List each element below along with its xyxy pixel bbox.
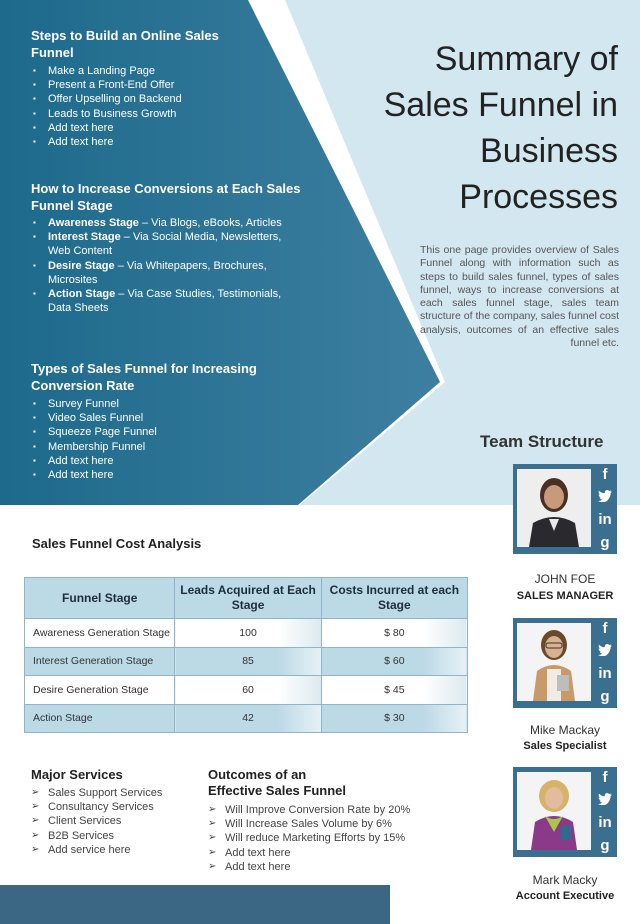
member-role-2: Sales Specialist	[523, 740, 607, 752]
stage-detail: – Via Whitepapers, Brochures, Microsites	[48, 259, 267, 286]
square-bullet-icon: ▪	[33, 80, 36, 90]
facebook-icon[interactable]: f	[602, 466, 608, 484]
facebook-icon[interactable]: f	[602, 620, 608, 638]
list-item-text: Add text here	[225, 846, 291, 859]
table-row	[25, 619, 468, 648]
arrow-bullet-icon: ➢	[31, 829, 40, 841]
cost-cell: $ 80	[321, 619, 467, 648]
list-item	[31, 440, 251, 454]
square-bullet-icon: ▪	[33, 427, 36, 437]
list-item	[31, 216, 291, 230]
list-item-text: B2B Services	[48, 829, 115, 842]
list-item-text: Add text here	[48, 469, 114, 482]
google-icon[interactable]: g	[600, 836, 610, 854]
list-item	[31, 829, 201, 843]
square-bullet-icon: ▪	[33, 399, 36, 408]
leads-cell: 42	[175, 704, 321, 733]
square-bullet-icon: ▪	[33, 455, 36, 465]
member-name-3: Mark Macky	[532, 873, 598, 887]
list-item-text: Offer Upselling on Backend	[48, 93, 182, 106]
list-item	[208, 846, 448, 860]
member-role-1: SALES MANAGER	[516, 590, 614, 602]
list-item-text: Consultancy Services	[48, 801, 154, 814]
list-item	[31, 800, 201, 814]
list-item	[31, 397, 251, 411]
leads-cell: 60	[175, 676, 321, 705]
list-item	[31, 64, 251, 78]
leads-cell: 100	[175, 619, 321, 648]
stage-cell: Awareness Generation Stage	[25, 619, 175, 648]
linkedin-icon[interactable]: in	[598, 814, 612, 832]
list-item	[31, 468, 251, 482]
social-links	[593, 618, 617, 708]
stage-cell: Action Stage	[25, 704, 175, 733]
stage-detail: – Via Case Studies, Testimonials, Data Sheets	[48, 288, 282, 315]
list-item-text: Add text here	[225, 860, 291, 873]
list-item-text: Survey Funnel	[48, 398, 119, 410]
square-bullet-icon: ▪	[33, 260, 36, 270]
list-item-text: Add service here	[48, 843, 131, 856]
stage-cell: Desire Generation Stage	[25, 676, 175, 705]
stage-name: Interest Stage	[48, 231, 121, 244]
square-bullet-icon: ▪	[33, 108, 36, 118]
member-role-3: Account Executive	[515, 890, 615, 902]
square-bullet-icon: ▪	[33, 137, 36, 147]
list-item-text: Video Sales Funnel	[48, 412, 144, 425]
square-bullet-icon: ▪	[33, 232, 36, 242]
list-item	[31, 107, 251, 121]
column-header: Costs Incurred at each Stage	[321, 578, 467, 619]
list-item	[31, 287, 291, 315]
outcomes-title-line2: Effective Sales Funnel	[208, 783, 346, 798]
steps-list	[31, 64, 251, 149]
list-item	[31, 454, 251, 468]
outcomes-title-line1: Outcomes of an	[208, 767, 307, 782]
major-services-list	[31, 786, 201, 857]
list-item	[208, 817, 448, 831]
member-photo-2	[517, 623, 591, 701]
square-bullet-icon: ▪	[33, 66, 36, 75]
google-icon[interactable]: g	[600, 533, 610, 551]
stage-detail: – Via Social Media, Newsletters, Web Content	[48, 231, 282, 258]
intro-paragraph: This one page provides overview of Sales Funnel along with information such as steps to build sales funnel, types of sales funnel, ways to increase conversions at each sales funnel stage, sales team structure of the company, sales funnel cost analysis, outcomes of an effective sales funnel etc.	[420, 244, 619, 350]
list-item-text: Add text here	[48, 454, 114, 467]
arrow-bullet-icon: ➢	[208, 846, 217, 858]
cost-analysis-table	[24, 577, 468, 733]
types-title: Types of Sales Funnel for Increasing Conversion Rate	[31, 361, 257, 393]
cost-cell: $ 45	[321, 676, 467, 705]
list-item	[208, 803, 448, 817]
member-card-2	[513, 618, 617, 708]
person-icon	[517, 469, 591, 547]
list-item	[31, 814, 201, 828]
member-photo-1	[517, 469, 591, 547]
list-item	[31, 135, 251, 149]
list-item	[31, 78, 251, 92]
types-list	[31, 397, 251, 482]
cost-cell: $ 30	[321, 704, 467, 733]
list-item-text: Sales Support Services	[48, 787, 163, 799]
social-links	[593, 464, 617, 554]
arrow-bullet-icon: ➢	[208, 860, 217, 872]
arrow-bullet-icon: ➢	[208, 832, 217, 844]
page-title: Summary of Sales Funnel in Business Processes	[383, 40, 618, 216]
twitter-icon[interactable]	[598, 489, 612, 507]
stage-name: Desire Stage	[48, 259, 115, 272]
outcomes-title	[208, 767, 408, 799]
arrow-bullet-icon: ➢	[208, 804, 217, 815]
steps-title: Steps to Build an Online Sales Funnel	[31, 28, 219, 60]
twitter-icon[interactable]	[598, 792, 612, 810]
cost-analysis-title: Sales Funnel Cost Analysis	[32, 536, 202, 551]
member-photo-3	[517, 772, 591, 850]
list-item	[31, 121, 251, 135]
list-item-text: Add text here	[48, 136, 114, 149]
list-item-text: Client Services	[48, 815, 122, 828]
stage-cell: Interest Generation Stage	[25, 647, 175, 676]
list-item	[31, 425, 251, 439]
cost-cell: $ 60	[321, 647, 467, 676]
list-item-text: Leads to Business Growth	[48, 107, 177, 120]
list-item-text: Will Improve Conversion Rate by 20%	[225, 804, 411, 816]
arrow-bullet-icon: ➢	[31, 801, 40, 813]
google-icon[interactable]: g	[600, 687, 610, 705]
square-bullet-icon: ▪	[33, 289, 36, 299]
member-name-1: JOHN FOE	[534, 572, 596, 586]
list-item	[31, 843, 201, 857]
twitter-icon[interactable]	[598, 643, 612, 661]
social-links	[593, 767, 617, 857]
arrow-bullet-icon: ➢	[208, 818, 217, 830]
square-bullet-icon: ▪	[33, 441, 36, 451]
conversions-list	[31, 216, 291, 315]
list-item-text: Present a Front-End Offer	[48, 79, 175, 92]
table-row	[25, 647, 468, 676]
table-row	[25, 704, 468, 733]
member-name-2: Mike Mackay	[529, 723, 600, 737]
stage-detail: – Via Blogs, eBooks, Articles	[138, 217, 282, 229]
footer-bar	[0, 885, 390, 924]
square-bullet-icon: ▪	[33, 94, 36, 104]
list-item-text: Will Increase Sales Volume by 6%	[225, 818, 392, 831]
list-item	[31, 92, 251, 106]
person-icon	[517, 772, 591, 850]
list-item	[31, 411, 251, 425]
list-item	[208, 860, 448, 874]
column-header: Leads Acquired at Each Stage	[175, 578, 321, 619]
member-card-3	[513, 767, 617, 857]
table-header-row	[25, 578, 468, 619]
major-services-title: Major Services	[31, 767, 123, 782]
arrow-bullet-icon: ➢	[31, 815, 40, 827]
square-bullet-icon: ▪	[33, 122, 36, 132]
team-structure-title: Team Structure	[480, 432, 604, 451]
list-item	[31, 259, 291, 287]
list-item	[208, 831, 448, 845]
list-item-text: Squeeze Page Funnel	[48, 426, 157, 439]
table-row	[25, 676, 468, 705]
list-item-text: Will reduce Marketing Efforts by 15%	[225, 832, 406, 845]
linkedin-icon[interactable]: in	[598, 665, 612, 683]
list-item-text: Make a Landing Page	[48, 65, 156, 77]
arrow-bullet-icon: ➢	[31, 843, 40, 855]
conversions-title: How to Increase Conversions at Each Sales Funnel Stage	[31, 181, 301, 213]
square-bullet-icon: ▪	[33, 413, 36, 423]
facebook-icon[interactable]: f	[602, 769, 608, 787]
leads-cell: 85	[175, 647, 321, 676]
outcomes-list	[208, 803, 448, 874]
list-item	[31, 230, 291, 258]
square-bullet-icon: ▪	[33, 470, 36, 480]
square-bullet-icon: ▪	[33, 218, 36, 227]
stage-name: Awareness Stage	[48, 217, 139, 229]
linkedin-icon[interactable]: in	[598, 511, 612, 529]
list-item-text: Add text here	[48, 121, 114, 134]
column-header: Funnel Stage	[25, 578, 175, 619]
list-item-text: Membership Funnel	[48, 440, 146, 453]
arrow-bullet-icon: ➢	[31, 787, 40, 798]
person-icon	[517, 623, 591, 701]
member-card-1	[513, 464, 617, 554]
list-item	[31, 786, 201, 800]
stage-name: Action Stage	[48, 288, 116, 301]
